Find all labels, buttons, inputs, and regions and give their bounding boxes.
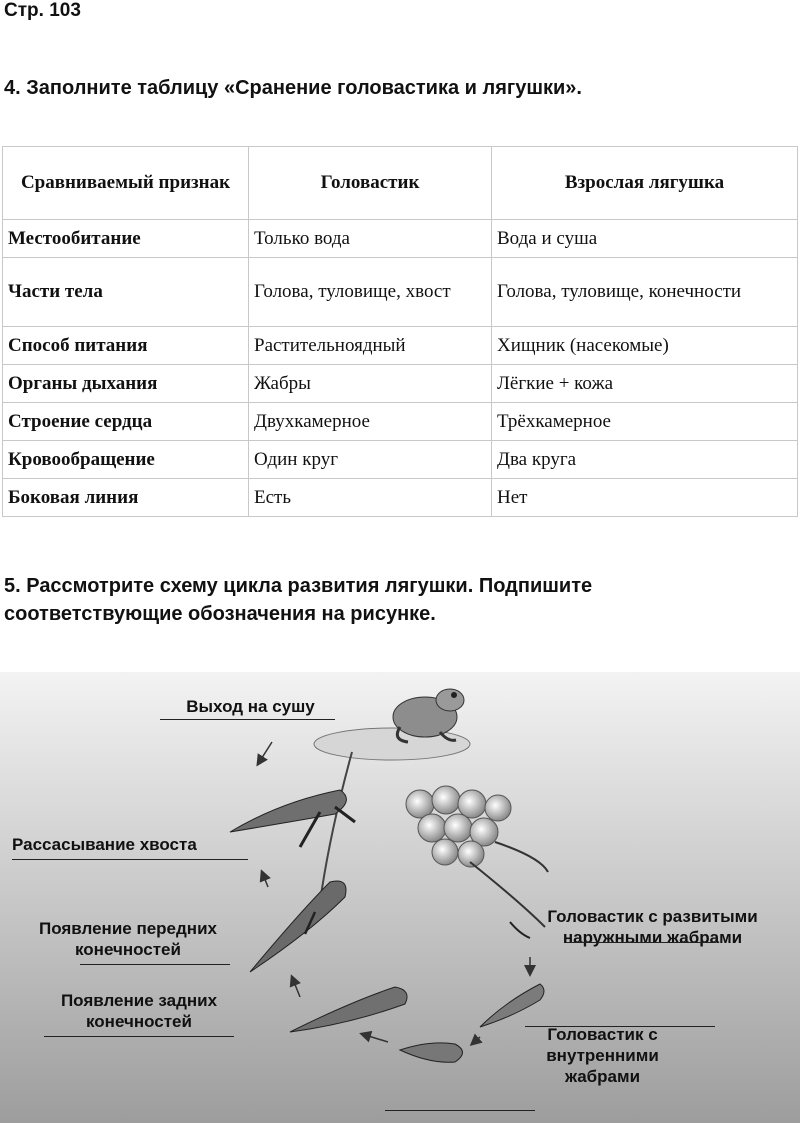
- row-tadpole-value: Растительноядный: [249, 327, 492, 365]
- row-frog-value: Лёгкие + кожа: [492, 365, 798, 403]
- lily-pad: [314, 728, 470, 760]
- header-frog: Взрослая лягушка: [492, 147, 798, 220]
- row-tadpole-value: Только вода: [249, 220, 492, 258]
- table-row: [3, 479, 798, 517]
- header-tadpole: Головастик: [249, 147, 492, 220]
- table-row: [3, 441, 798, 479]
- task-5-title: 5. Рассмотрите схему цикла развития лягушки. Подпишите соответствующие обозначения на рисунке.: [4, 575, 593, 625]
- row-tadpole-value: Голова, туловище, хвост: [249, 258, 492, 327]
- row-feature: Местообитание: [3, 220, 249, 258]
- row-frog-value: Вода и суша: [492, 220, 798, 258]
- table-row: [3, 327, 798, 365]
- row-frog-value: Голова, туловище, конечности: [492, 258, 798, 327]
- row-frog-value: Два круга: [492, 441, 798, 479]
- label-internal-gills: Головастик с внутренними жабрами: [546, 1025, 659, 1086]
- row-tadpole-value: Один круг: [249, 441, 492, 479]
- answer-line: [385, 1110, 535, 1111]
- label-hind-limbs: Появление задних конечностей: [60, 991, 218, 1031]
- table-row: [3, 365, 798, 403]
- row-tadpole-value: Двухкамерное: [249, 403, 492, 441]
- row-feature: Части тела: [3, 258, 249, 327]
- answer-line: [525, 1026, 715, 1027]
- row-feature: Органы дыхания: [3, 365, 249, 403]
- label-external-gills: Головастик с развитыми наружными жабрами: [547, 907, 758, 947]
- row-frog-value: Хищник (насекомые): [492, 327, 798, 365]
- answer-line: [44, 1036, 234, 1037]
- row-feature: Строение сердца: [3, 403, 249, 441]
- answer-line: [80, 964, 230, 965]
- row-tadpole-value: Есть: [249, 479, 492, 517]
- label-front-limbs: Появление передних конечностей: [39, 919, 217, 959]
- table-row: [3, 258, 798, 327]
- label-tail-resorption: Рассасывание хвоста: [12, 835, 197, 854]
- row-frog-value: Трёхкамерное: [492, 403, 798, 441]
- row-frog-value: Нет: [492, 479, 798, 517]
- table-row: [3, 220, 798, 258]
- answer-line: [12, 859, 248, 860]
- table-header-row: [3, 147, 798, 220]
- comparison-table: [2, 146, 798, 517]
- table-row: [3, 403, 798, 441]
- row-tadpole-value: Жабры: [249, 365, 492, 403]
- row-feature: Способ питания: [3, 327, 249, 365]
- row-feature: Кровообращение: [3, 441, 249, 479]
- row-feature: Боковая линия: [3, 479, 249, 517]
- label-exit-to-land: Выход на сушу: [186, 697, 315, 716]
- page-number: Стр. 103: [4, 0, 81, 21]
- frog-life-cycle-diagram: [0, 672, 800, 1123]
- task-4-title: 4. Заполните таблицу «Сранение головастика и лягушки».: [4, 77, 582, 99]
- answer-line: [160, 719, 335, 720]
- header-feature: Сравниваемый признак: [3, 147, 249, 220]
- answer-line: [566, 942, 716, 943]
